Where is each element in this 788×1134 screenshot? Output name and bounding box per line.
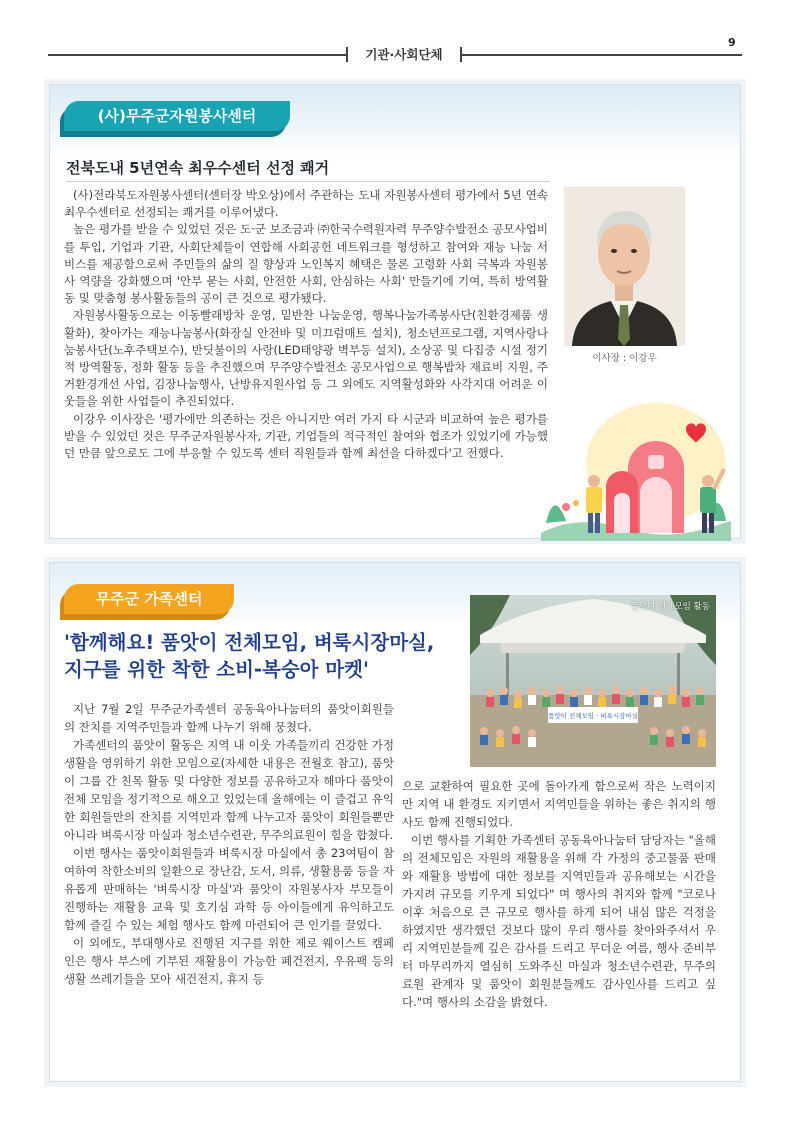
headline-line: '함께해요! 품앗이 전체모임, 벼룩시장마실, <box>64 631 435 654</box>
header-rule-right <box>460 54 742 56</box>
portrait-caption: 이사장 : 이강우 <box>592 353 657 364</box>
volunteer-illustration <box>536 403 731 541</box>
event-group-photo <box>470 595 716 767</box>
organization-tab: (사)무주군자원봉사센터 <box>64 101 290 131</box>
paragraph: (사)전라북도자원봉사센터(센터장 박오상)에서 주관하는 도내 자원봉사센터 평가에서 5년 연속 최우수센터로 선정되는 쾌거를 이루어냈다. <box>64 188 548 220</box>
article-column-left <box>64 700 394 988</box>
paragraph: 지난 7월 2일 무주군가족센터 공동육아나눔터의 품앗이회원들의 잔치를 지역주민들과 함께 나누기 위해 뭉쳤다. <box>64 702 394 734</box>
event-banner-text: 품앗이 전체모임 · 벼룩시장마실 <box>548 712 638 720</box>
paragraph: 이 외에도, 부대행사로 진행된 지구를 위한 제로 웨이스트 캠페인은 행사 부스에 기부된 재활용이 가능한 폐건전지, 우유팩 등의 생활 쓰레기들을 모아 새건전지, 휴지 등 <box>64 936 394 986</box>
paragraph: 가족센터의 품앗이 활동은 지역 내 이웃 가족들끼리 건강한 가정생활을 영위하기 위한 모임으로(자세한 내용은 전월호 참고), 품앗이 그룹 간 친목 활동 및 다양한 정보를 공유하고자 해마다 품앗이 전체 모임을 정기적으로 해오고 있었는데 올해에는 이 즐겁고 유익한 회원들만의 잔치를 지역민과 함께 나누고자 품앗이 회원들뿐만 아니라 벼룩시장 마실과 청소년수련관, 무주의료원이 힘을 합쳤다. <box>64 738 394 842</box>
section-title: 기관·사회단체 <box>365 47 443 62</box>
article-column-right <box>402 777 716 1011</box>
organization-tab: 무주군 가족센터 <box>64 584 234 614</box>
article-family-center <box>50 563 740 1081</box>
chairman-portrait <box>564 187 685 346</box>
paragraph: 자원봉사활동으로는 이동빨래방차 운영, 밑반찬 나눔운영, 행복나눔가족봉사단(친환경제품 생활화), 찾아가는 재능나눔봉사(화장실 안전바 및 미끄럼매트 설치), 청소년프로그램, 지역사랑나눔봉사단(노후주택보수), 반딧불이의 사랑(LED태양광 벽부등 설치), 소상공 및 다집중 시설 정기적 방역활동, 정화 활동 등을 추진했으며 무주양수발전소 공모사업으로 행복밥차 재료비 지원, 주거환경개선 사업, 김장나눔행사, 난방유지원사업 등 그 외에도 지역활성화와 사각지대 어려운 이웃들을 위한 사업들이 추진되었다. <box>64 308 548 409</box>
paragraph: 이번 행사를 기획한 가족센터 공동육아나눔터 담당자는 "올해의 전체모임은 자원의 재활용을 위해 각 가정의 중고물품 판매와 재활용 방법에 대한 정보를 지역민들과 공유해보는 시간을 가지려 규모를 키우게 되었다" 며 행사의 취지와 함께 "코로나 이후 처음으로 큰 규모로 행사를 하게 되어 내심 많은 걱정을 하였지만 생각했던 것보다 많이 우리 행사를 찾아와주셔서 우리 지역민분들께 깊은 감사를 드리고 무더운 여름, 행사 준비부터 마무리까지 열심히 도와주신 마실과 청소년수련관, 무주의료원 관계자 및 품앗이 회원분들께도 감사인사를 드리고 싶다."며 행사의 소감을 밝혔다. <box>402 833 716 1009</box>
paragraph: 이번 행사는 품앗이회원들과 벼룩시장 마실에서 총 23여팀이 참여하여 착한소비의 일환으로 장난감, 도서, 의류, 생활용품 등을 자유롭게 판매하는 '벼룩시장 마실'과 품앗이 자원봉사자 부모들이 진행하는 재활용 교육 및 호기심 과학 등 아이들에게 유익하고도 함께 즐길 수 있는 체험 행사도 함께 마련되어 큰 인기를 끌었다. <box>64 846 394 932</box>
headline-line: 지구를 위한 착한 소비-복숭아 마켓' <box>64 658 369 681</box>
header-rule-left <box>48 54 348 56</box>
article-body <box>64 187 548 462</box>
event-photo-caption: 품앗이 전체모임 활동 <box>630 602 710 612</box>
article-volunteer-center <box>50 85 740 538</box>
paragraph: 이강우 이사장은 '평가에만 의존하는 것은 아니지만 여러 가지 타 시군과 비교하여 높은 평가를 받을 수 있었던 것은 무주군자원봉사자, 기관, 기업들의 적극적인 참여와 협조가 있었기에 가능했던 만큼 앞으로도 그에 부응할 수 있도록 센터 직원들과 함께 최선을 다하겠다'고 전했다. <box>64 411 548 461</box>
page-number: 9 <box>728 36 736 49</box>
headline-divider <box>66 181 550 182</box>
article-headline <box>64 629 464 683</box>
paragraph-continuation: 으로 교환하여 필요한 곳에 돌아가게 함으로써 작은 노력이지만 지역 내 환경도 지키면서 지역민들을 위하는 좋은 취지의 행사도 함께 진행되었다. <box>402 779 716 829</box>
paragraph: 높은 평가를 받을 수 있었던 것은 도·군 보조금과 ㈜한국수력원자력 무주양수발전소 공모사업비를 투입, 기업과 기관, 사회단체들이 연합해 사회공헌 네트워크를 형성하고 참여와 재능 나눔 서비스를 제공함으로써 주민들의 삶의 질 향상과 노인복지 혜택은 물론 고령화 사회 극복과 자원봉사 역량을 강화했으며 '안부 묻는 사회, 안전한 사회, 안심하는 사회' 만들기에 기여, 특히 방역활동 및 맞춤형 봉사활동들의 공이 큰 것으로 평가됐다. <box>64 222 548 306</box>
article-headline: 전북도내 5년연속 최우수센터 선정 쾌거 <box>66 159 330 177</box>
